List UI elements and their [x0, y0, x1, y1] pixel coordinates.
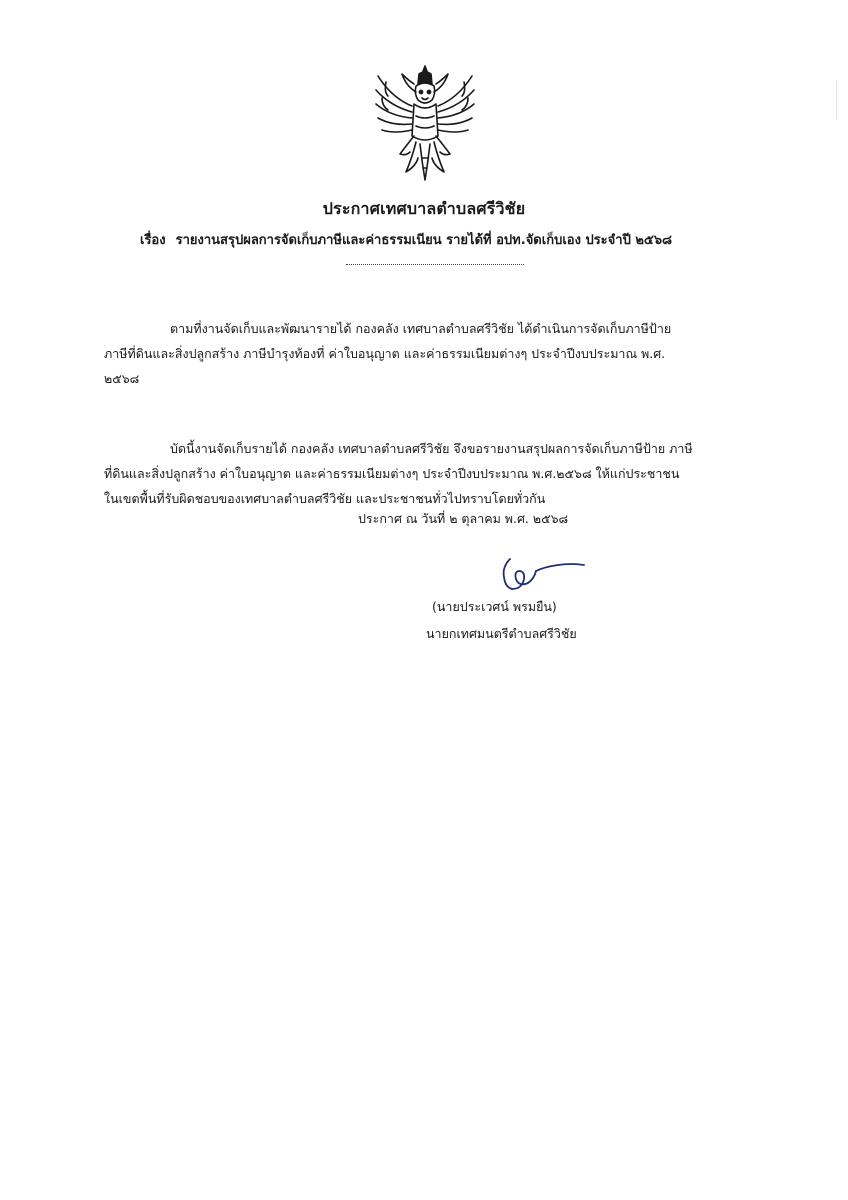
paragraph-1 — [104, 316, 766, 391]
announcement-date: ประกาศ ณ วันที่ ๒ ตุลาคม พ.ศ. ๒๕๖๘ — [358, 511, 569, 526]
announcement-subject — [140, 229, 780, 250]
paragraph-line: ตามที่งานจัดเก็บและพัฒนารายได้ กองคลัง เทศบาลตำบลศรีวิชัย ได้ดำเนินการจัดเก็บภาษีป้าย — [170, 321, 672, 336]
announcement-title: ประกาศเทศบาลตำบลศรีวิชัย — [322, 199, 526, 218]
paragraph-line: บัดนี้งานจัดเก็บรายได้ กองคลัง เทศบาลตำบลศรีวิชัย จึงขอรายงานสรุปผลการจัดเก็บภาษีป้าย ภาษี — [170, 441, 693, 456]
signer-title: นายกเทศมนตรีตำบลศรีวิชัย — [426, 626, 577, 641]
paragraph-2 — [104, 436, 766, 511]
subject-label: เรื่อง — [140, 233, 166, 248]
paragraph-line: ที่ดินและสิ่งปลูกสร้าง ค่าใบอนุญาต และค่าธรรมเนียมต่างๆ ประจำปีงบประมาณ พ.ศ.๒๕๖๘ ให้แก่ประชาชน — [104, 466, 680, 481]
paragraph-line: ๒๕๖๘ — [104, 371, 140, 386]
subject-text: รายงานสรุปผลการจัดเก็บภาษีและค่าธรรมเนียน รายได้ที่ อปท.จัดเก็บเอง ประจำปี ๒๕๖๘ — [175, 233, 673, 248]
paragraph-line: ภาษีที่ดินและสิ่งปลูกสร้าง ภาษีบำรุงท้องที่ ค่าใบอนุญาต และค่าธรรมเนียมต่างๆ ประจำปีงบประมาณ พ.ศ. — [104, 346, 666, 361]
signer-name: (นายประเวศน์ พรมยืน) — [432, 599, 557, 614]
paragraph-line: ในเขตพื้นที่รับผิดชอบของเทศบาลตำบลศรีวิชัย และประชาชนทั่วไปทราบโดยทั่วกัน — [104, 491, 546, 506]
garuda-emblem-icon — [372, 62, 478, 184]
dotted-divider — [346, 258, 524, 265]
scan-edge-mark — [836, 80, 837, 120]
handwritten-signature — [492, 553, 592, 595]
